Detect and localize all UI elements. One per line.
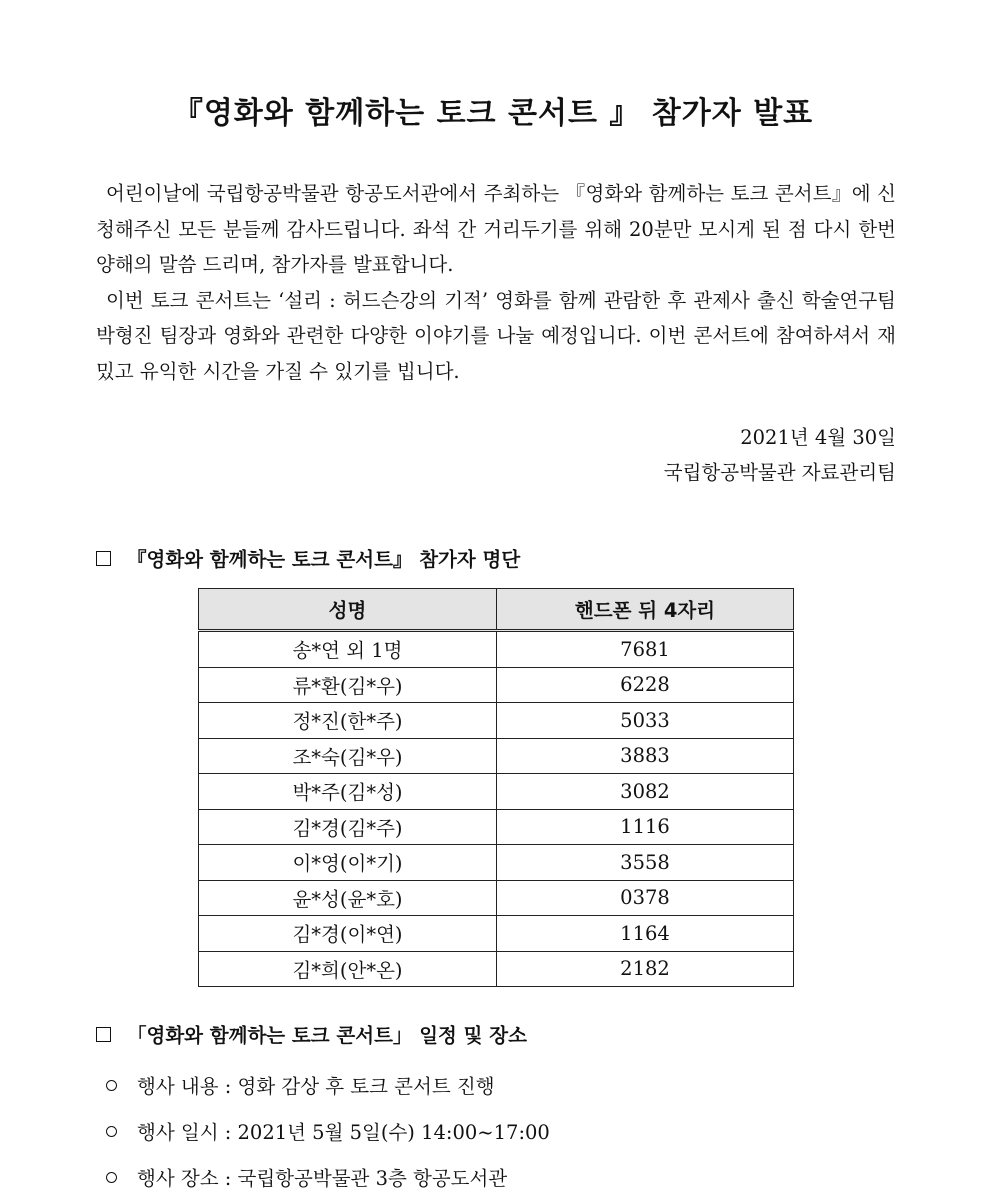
participant-name: 류*환(김*우) — [199, 667, 497, 703]
table-row — [199, 703, 794, 739]
table-row — [199, 880, 794, 916]
participant-name: 이*영(이*기) — [199, 845, 497, 881]
checkbox-icon — [96, 1027, 111, 1042]
document-date: 2021년 4월 30일 — [740, 426, 896, 449]
participant-phone: 0378 — [497, 880, 794, 916]
intro-paragraph-1: 어린이날에 국립항공박물관 항공도서관에서 주최하는 『영화와 함께하는 토크 콘서트』에 신청해주신 모든 분들께 감사드립니다. 좌석 간 거리두기를 위해 20분만 모시게 된 점 다시 한번 양해의 말씀 드리며, 참가자를 발표합니다. — [96, 182, 896, 277]
column-header-phone: 핸드폰 뒤 4자리 — [497, 589, 794, 631]
checkbox-icon — [96, 551, 111, 566]
participants-table — [198, 588, 794, 987]
circle-bullet-icon — [106, 1126, 117, 1137]
table-row — [199, 667, 794, 703]
participants-heading-text: 『영화와 함께하는 토크 콘서트』 참가자 명단 — [127, 548, 521, 571]
participant-name: 김*경(김*주) — [199, 809, 497, 845]
participant-name: 김*희(안*온) — [199, 951, 497, 987]
participant-phone: 1116 — [497, 809, 794, 845]
table-row — [199, 951, 794, 987]
participant-name: 송*연 외 1명 — [199, 631, 497, 668]
column-header-name: 성명 — [199, 589, 497, 631]
intro-text — [96, 176, 896, 390]
table-row — [199, 916, 794, 952]
table-row — [199, 809, 794, 845]
participant-phone: 5033 — [497, 703, 794, 739]
participant-phone: 1164 — [497, 916, 794, 952]
participants-heading — [96, 544, 520, 572]
participant-phone: 3883 — [497, 738, 794, 774]
participant-name: 윤*성(윤*호) — [199, 880, 497, 916]
table-row — [199, 738, 794, 774]
circle-bullet-icon — [106, 1080, 117, 1091]
participant-phone: 3082 — [497, 774, 794, 810]
schedule-heading-text: 「영화와 함께하는 토크 콘서트」 일정 및 장소 — [127, 1024, 527, 1047]
schedule-heading — [96, 1020, 527, 1048]
schedule-item-datetime: 행사 일시 : 2021년 5월 5일(수) 14:00~17:00 — [137, 1121, 550, 1144]
signature-block — [664, 420, 896, 490]
table-row — [199, 774, 794, 810]
list-item — [106, 1154, 550, 1200]
schedule-list — [106, 1062, 550, 1200]
table-header-row — [199, 589, 794, 631]
participant-name: 정*진(한*주) — [199, 703, 497, 739]
participant-name: 조*숙(김*우) — [199, 738, 497, 774]
participant-name: 김*경(이*연) — [199, 916, 497, 952]
intro-paragraph-2: 이번 토크 콘서트는 ‘설리 : 허드슨강의 기적’ 영화를 함께 관람한 후 관제사 출신 학술연구팀 박형진 팀장과 영화와 관련한 다양한 이야기를 나눌 예정입니다. 이번 콘서트에 참여하셔서 재밌고 유익한 시간을 가질 수 있기를 빕니다. — [96, 288, 896, 383]
schedule-item-content: 행사 내용 : 영화 감상 후 토크 콘서트 진행 — [137, 1075, 495, 1098]
schedule-item-location: 행사 장소 : 국립항공박물관 3층 항공도서관 — [137, 1167, 508, 1190]
list-item — [106, 1108, 550, 1154]
table-row — [199, 631, 794, 668]
organization-name: 국립항공박물관 자료관리팀 — [663, 461, 896, 484]
document-title: 『영화와 함께하는 토크 콘서트 』 참가자 발표 — [172, 96, 814, 131]
participant-name: 박*주(김*성) — [199, 774, 497, 810]
circle-bullet-icon — [106, 1172, 117, 1183]
participant-phone: 7681 — [497, 631, 794, 668]
table-row — [199, 845, 794, 881]
participant-phone: 3558 — [497, 845, 794, 881]
list-item — [106, 1062, 550, 1108]
participant-phone: 6228 — [497, 667, 794, 703]
participant-phone: 2182 — [497, 951, 794, 987]
